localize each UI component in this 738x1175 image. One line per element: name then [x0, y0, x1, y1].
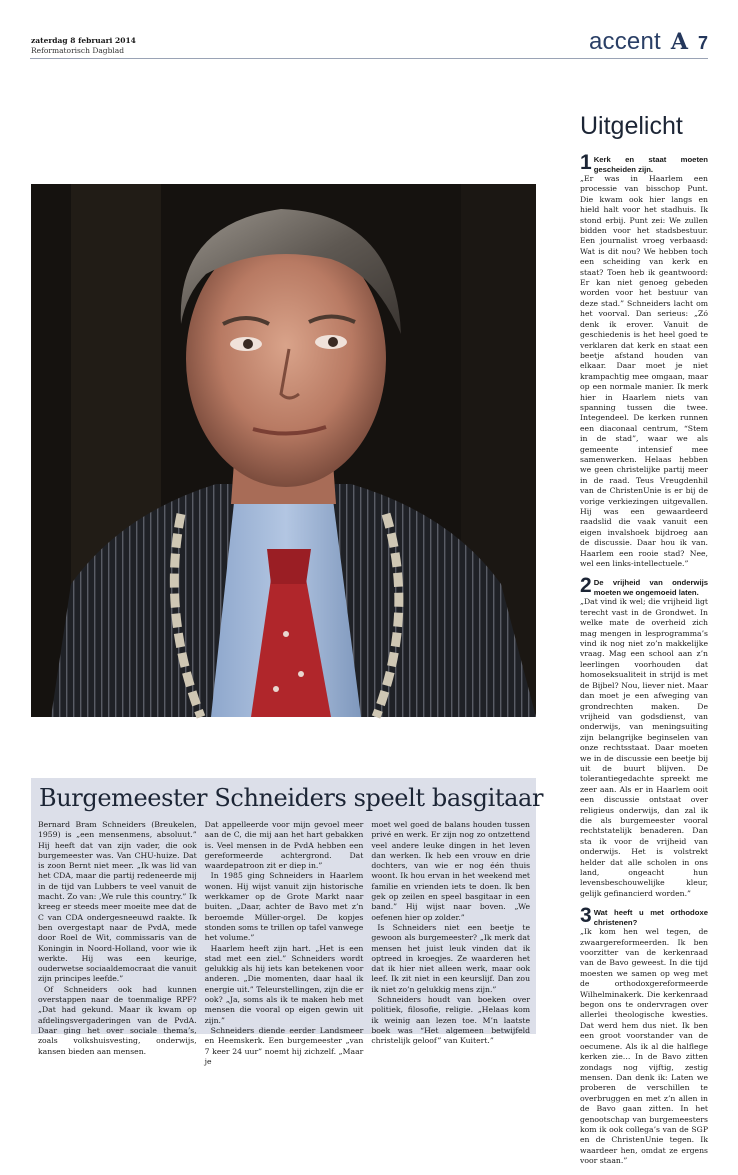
sidebar-item-head — [580, 151, 708, 174]
page-number: 7 — [697, 33, 708, 53]
paragraph: Of Schneiders ook had kunnen overstappen naar de toenmalige RPF? „Dat had gekund. Maar ik kwam op afdelingsvergaderingen van de PvdA. Daar ging het over sociale thema’s, zoals volkshuisvesting, onderwijs, kansen bieden aan mensen. — [38, 984, 197, 1056]
issue-date: zaterdag 8 februari 2014 — [31, 36, 136, 45]
paragraph: In 1985 ging Schneiders in Haarlem wonen. Hij wijst vanuit zijn historische werkkamer op de Grote Markt naar buiten. „Daar, achter de Bavo met z’n beroemde Müller-orgel. De kopjes stonden soms te trillen op tafel vanwege het volume.” — [204, 871, 364, 943]
portrait-illustration — [31, 184, 536, 717]
paragraph: Is Schneiders niet een beetje te gewoon als burgemeester? „Ik merk dat mensen het juist leuk vinden dat ik optreed in kroegjes. Ze waarderen het dat ik hier niet alleen werk, maar ook leef. Ik zit niet in een keurslijf. Dan zou ik niet zo’n gelukkig mens zijn.” — [371, 922, 531, 994]
sidebar-item-2 — [580, 574, 708, 899]
paragraph: Haarlem heeft zijn hart. „Het is een stad met een ziel.” Schneiders wordt gelukkig als hij iets kan betekenen voor anderen. „Die momenten, daar haal ik energie uit.” Teleurstellingen, zijn die er ook? „Ja, soms als ik te maken heb met mensen die vooral op eigen gewin uit zijn.” — [204, 943, 364, 1025]
paragraph: Bernard Bram Schneiders (Breukelen, 1959) is „een mensenmens, absoluut.” Hij heeft dat van zijn vader, die ook burgemeester was. Van CHU-huize. Dat is zoon Bernt niet meer. „Ik was lid van het CDA, maar die partij redeneerde mij in de tijd van Lubbers te veel vanuit de macht. Zo van: ‚We rule this country.” Ik kreeg er steeds meer moeite mee dat de C van CDA ondergesneeuwd raakte. Ik ben overgestapt naar de PvdA, mede door Roel de Wit, commissaris van de Koningin in Noord-Holland, voor wie ik werkte. Hij was een keurige, ouderwetse sociaaldemocraat die vanuit zijn principes leefde.” — [38, 820, 197, 984]
item-answer: „Dat vind ik wel; die vrijheid ligt terecht vast in de Grondwet. In welke mate de overheid zich mag mengen in lesprogramma’s vind ik nog niet zo’n makkelijke vraag. Mag een school aan z’n leerlingen voorhouden dat homoseksualiteit in strijd is met de Bijbel? Nou, liever niet. Maar dan moet je een afweging van grondrechten maken. De vrijheid van godsdienst, van onderwijs, van meningsuiting zijn belangrijke beginselen van onze rechtsstaat. Daar moeten we in de discussie een beetje bij uit de buurt blijven. De tolerantiegedachte spreekt me zeer aan. Als er in Haarlem ooit een discussie ontstaat over religieus onderwijs, dan zal ik die als burgemeester vooral rechtstatelijk benaderen. Dan sta ik voor de vrijheid van onderwijs. Het is volstrekt helder dat alle scholen in ons land, ongeacht hun levensbeschouwelijke kleur, gelijk gefinancierd worden.” — [580, 597, 708, 898]
item-number: 3 — [580, 904, 592, 928]
article-body — [38, 820, 531, 1066]
section-logo: A — [670, 29, 688, 55]
sidebar-item-1 — [580, 151, 708, 569]
sidebar-title: Uitgelicht — [580, 112, 683, 140]
article-column-1 — [38, 820, 197, 1056]
newspaper-name: Reformatorisch Dagblad — [31, 46, 125, 55]
item-question: Kerk en staat moeten gescheiden zijn. — [593, 155, 708, 174]
sidebar-uitgelicht — [580, 112, 708, 1175]
header-divider — [30, 58, 708, 59]
paragraph: Schneiders diende eerder Landsmeer en Heemskerk. Een burgemeester „van 7 keer 24 uur” noemt hij zichzelf. „Maar je — [204, 1025, 364, 1066]
article-box — [31, 778, 544, 1066]
paragraph: Schneiders houdt van boeken over politiek, filosofie, religie. „Helaas kom ik weinig aan lezen toe. M’n laatste boek was “Het algemeen betwijfeld christelijk geloof” van Kuitert.” — [371, 995, 531, 1046]
article-column-3 — [371, 820, 531, 1046]
sidebar-item-head — [580, 904, 708, 928]
item-question: De vrijheid van onderwijs moeten we ongemoeid laten. — [593, 578, 708, 597]
page-header-right — [589, 28, 708, 58]
article-column-2 — [204, 820, 364, 1066]
item-question: Wat heeft u met orthodoxe christenen? — [593, 908, 708, 927]
item-answer: „Er was in Haarlem een processie van bisschop Punt. Die kwam ook hier langs en hield halt voor het stadhuis. Ik stond erbij. Punt zei: We zullen bidden voor het stadsbestuur. Een journalist vroeg verbaasd: Wat is dit nou? We hebben toch een scheiding van kerk en staat? Toen heb ik geantwoord: Er kan niet genoeg gebeden worden voor het bestuur van deze stad.” Schneiders lacht om het voorval. Dan serieus: „Zó denk ik erover. Vanuit de geschiedenis is het heel goed te verklaren dat kerk en staat een beetje afstand houden van elkaar. Daar moet je niet krampachtig mee omgaan, maar op een normale manier. Ik merk hier in Haarlem niets van spanning tussen die twee. Integendeel. De kerken runnen een diaconaal centrum, “Stem in de stad”, waar we als gemeente intensief mee samenwerken. Helaas hebben we geen christelijke partij meer in de raad. Teus Vreugdenhil van de ChristenUnie is er bij de vorige verkiezingen uitgevallen. Hij was een gewaardeerd raadslid die vaak vanuit een eigen invalshoek bijdroeg aan de discussie. Daar hou ik van. Haarlem een rooie stad? Nee, wel een links-intellectuele.” — [580, 174, 708, 569]
paragraph: Dat appelleerde voor mijn gevoel meer aan de C, die mij aan het hart gebakken is. Veel mensen in de PvdA hebben een gereformeerde achtergrond. Dat waardepatroon zit er diep in.” — [204, 820, 364, 871]
sidebar-item-3 — [580, 904, 708, 1166]
item-answer: „Ik kom hen wel tegen, de zwaargereformeerden. Ik ben voorzitter van de kerkenraad van de Bavo geweest. In die tijd moesten we samen op weg met de orthodoxgereformeerde Wilhelminakerk. Die kerkenraad begon ons te ondervragen over allerlei theologische kwesties. Dat werd hem dus niet. Ik ben een groot voorstander van de oecumene. Als ik al die halflege kerken zie… In de Bavo zitten zondags nog vijftig, zestig mensen. Dan denk ik: Laten we proberen de verschillen te overbruggen en met z’n allen in de Bavo gaan zitten. In het genootschap van burgemeesters kom ik ook collega’s van de SGP en de ChristenUnie tegen. Ik waardeer hen, omdat ze ergens voor staan.” — [580, 927, 708, 1166]
portrait-photo — [31, 184, 536, 717]
item-number: 1 — [580, 151, 592, 174]
sidebar-item-head — [580, 574, 708, 598]
page-header-left — [31, 36, 136, 56]
item-number: 2 — [580, 574, 592, 598]
section-name: accent — [588, 28, 661, 55]
article-headline: Burgemeester Schneiders speelt basgitaar — [39, 784, 544, 812]
paragraph: moet wel goed de balans houden tussen privé en werk. Er zijn nog zo ontzettend veel andere leuke dingen in het leven dan werken. Ik heb een vrouw en drie dochters, van wie er nog één thuis woont. Ik hou ervan in het weekend met familie en vrienden iets te doen. Ik ben gek op zeilen en speel basgitaar in een band.” Hij wijst naar boven. „We oefenen hier op zolder.” — [371, 820, 531, 922]
